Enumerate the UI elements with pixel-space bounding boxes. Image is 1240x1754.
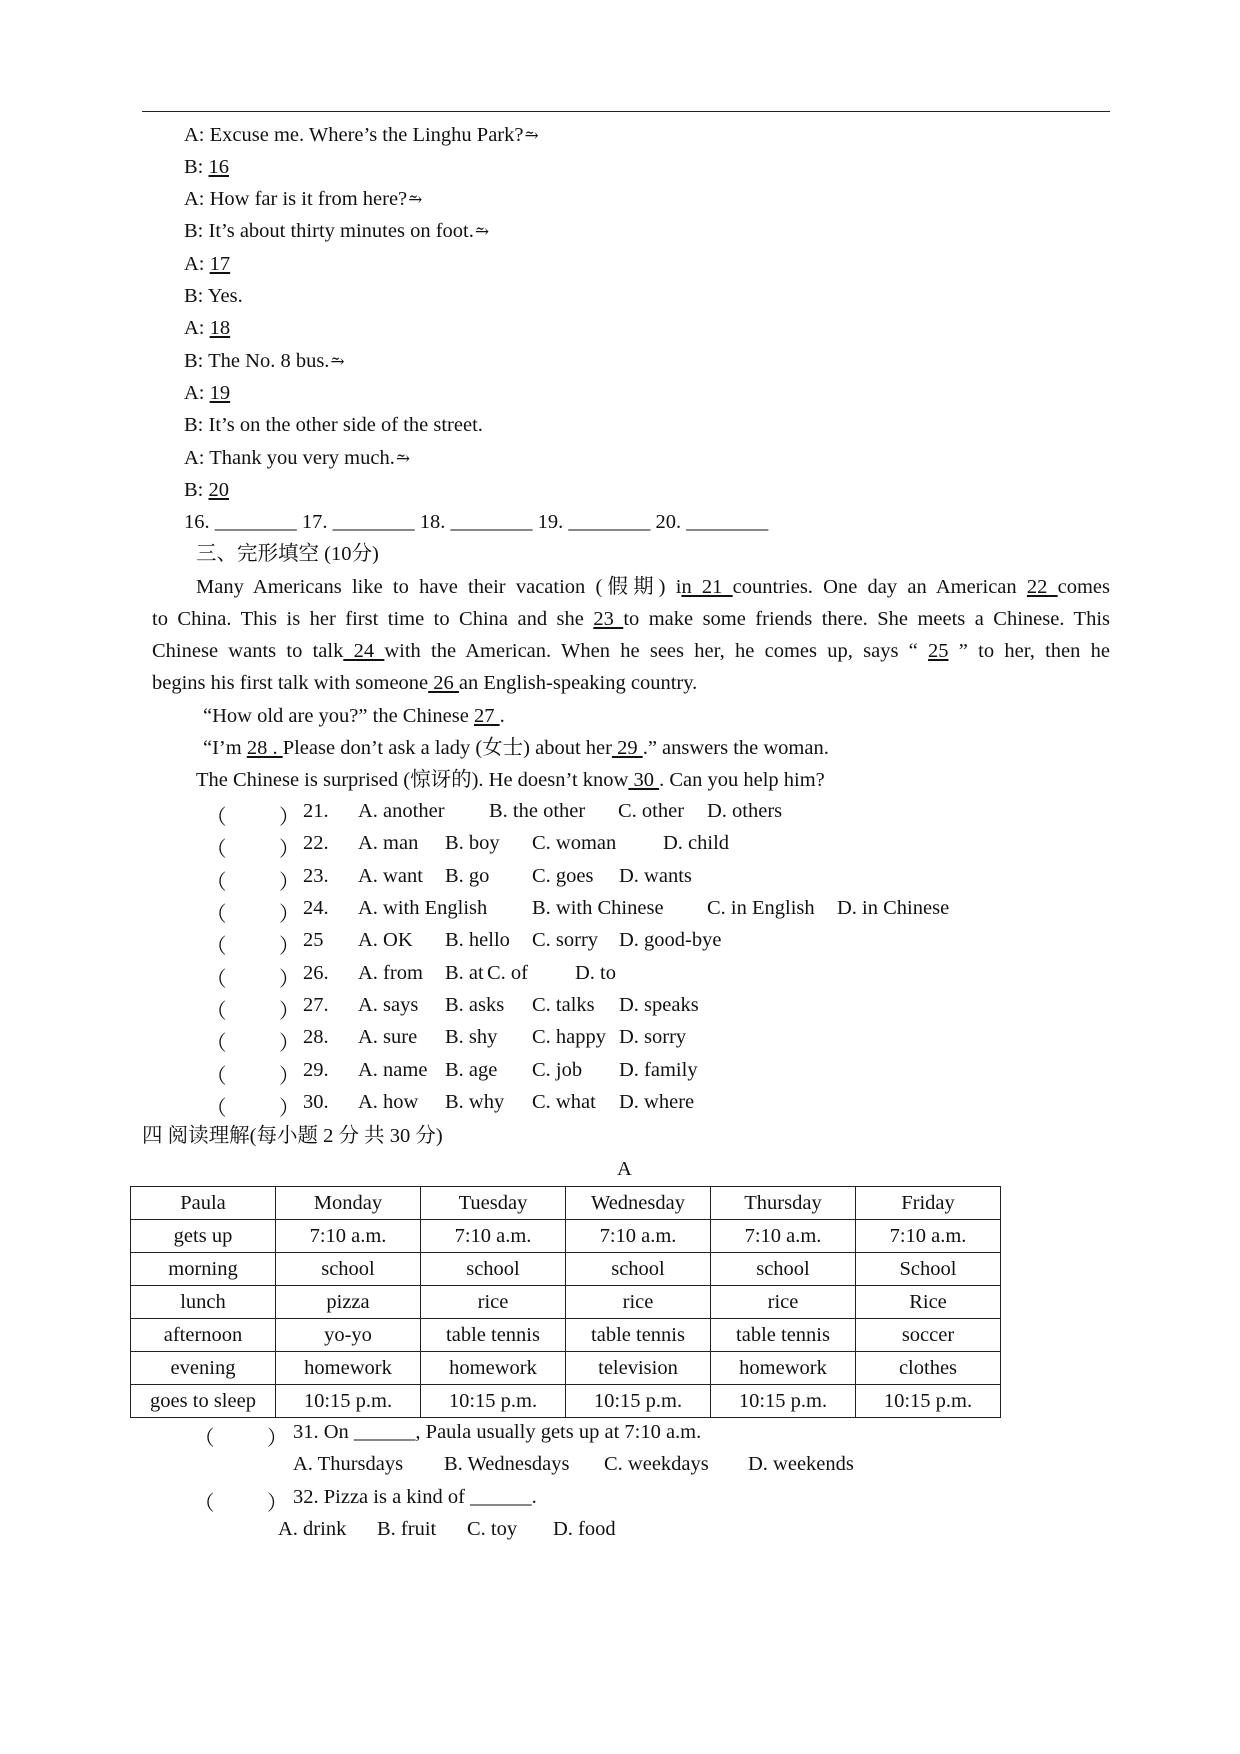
table-row <box>131 1385 1001 1418</box>
answer-paren-close: ） <box>267 1493 288 1515</box>
blank-17: 17 <box>209 253 231 275</box>
question-text: 32. Pizza is a kind of ______. <box>293 1486 537 1508</box>
option-a: A. Thursdays <box>293 1453 404 1475</box>
answer-paren-open: （ <box>206 872 227 894</box>
option-a: A. another <box>358 800 445 822</box>
option-c: C. job <box>532 1059 583 1081</box>
option-c: C. weekdays <box>604 1453 709 1475</box>
table-row <box>131 1187 1001 1220</box>
table-row <box>131 1286 1001 1319</box>
dialogue-line: B: It’s about thirty minutes on foot.⥲ <box>184 220 490 242</box>
option-b: B. fruit <box>377 1518 437 1540</box>
answer-paren-open: （ <box>206 1098 227 1120</box>
table-cell: Rice <box>856 1286 1001 1319</box>
blank-21: n 21 <box>681 576 733 598</box>
table-cell: table tennis <box>711 1319 856 1352</box>
blank-24: 24 <box>343 640 385 662</box>
option-a: A. drink <box>278 1518 347 1540</box>
option-b: B. asks <box>445 994 505 1016</box>
question-number: 28. <box>303 1026 329 1048</box>
option-c: C. happy <box>532 1026 607 1048</box>
table-cell: school <box>276 1253 421 1286</box>
table-cell: 7:10 a.m. <box>276 1220 421 1253</box>
arrow-mark-icon: ⥲ <box>330 352 345 371</box>
table-cell: gets up <box>131 1220 276 1253</box>
table-cell: table tennis <box>566 1319 711 1352</box>
answer-paren-close: ） <box>279 1033 300 1055</box>
blank-27: 27 <box>473 705 500 727</box>
dialogue-line: A: 19 <box>184 382 231 404</box>
answer-paren-open: （ <box>206 807 227 829</box>
blank-29: 29 <box>611 737 643 759</box>
option-b: B. go <box>445 865 490 887</box>
table-cell: rice <box>711 1286 856 1319</box>
table-row <box>131 1352 1001 1385</box>
section-4-title: 四 阅读理解(每小题 2 分 共 30 分) <box>142 1125 443 1147</box>
table-cell: morning <box>131 1253 276 1286</box>
answer-paren-close: ） <box>279 969 300 991</box>
option-b: B. at <box>445 962 484 984</box>
table-cell: yo-yo <box>276 1319 421 1352</box>
table-cell: rice <box>421 1286 566 1319</box>
passage-line: “How old are you?” the Chinese 27 . <box>203 705 505 727</box>
option-d: D. sorry <box>619 1026 687 1048</box>
question-number: 22. <box>303 832 329 854</box>
answer-blanks-line: 16. ________ 17. ________ 18. ________ 19. ________ 20. ________ <box>184 511 769 533</box>
question-text: 31. On ______, Paula usually gets up at 7:10 a.m. <box>293 1421 702 1443</box>
option-d: D. weekends <box>748 1453 854 1475</box>
option-a: A. sure <box>358 1026 418 1048</box>
table-cell: Paula <box>131 1187 276 1220</box>
dialogue-line: B: The No. 8 bus.⥲ <box>184 350 345 372</box>
option-a: A. want <box>358 865 423 887</box>
option-c: C. talks <box>532 994 595 1016</box>
dialogue-line: B: 20 <box>184 479 229 501</box>
table-cell: afternoon <box>131 1319 276 1352</box>
table-cell: 10:15 p.m. <box>856 1385 1001 1418</box>
answer-paren-close: ） <box>267 1428 288 1450</box>
table-cell: soccer <box>856 1319 1001 1352</box>
table-cell: 7:10 a.m. <box>566 1220 711 1253</box>
table-row <box>131 1319 1001 1352</box>
table-cell: homework <box>711 1352 856 1385</box>
option-b: B. boy <box>445 832 500 854</box>
table-row <box>131 1253 1001 1286</box>
dialogue-line: A: 17 <box>184 253 231 275</box>
table-cell: Wednesday <box>566 1187 711 1220</box>
table-cell: 10:15 p.m. <box>276 1385 421 1418</box>
passage-line: “I’m 28 . Please don’t ask a lady (女士) about her 29 .” answers the woman. <box>203 737 829 759</box>
option-d: D. family <box>619 1059 698 1081</box>
blank-28: 28 . <box>246 737 283 759</box>
table-cell: lunch <box>131 1286 276 1319</box>
table-cell: goes to sleep <box>131 1385 276 1418</box>
answer-paren-close: ） <box>279 839 300 861</box>
answer-paren-close: ） <box>279 936 300 958</box>
blank-30: 30 <box>628 769 660 791</box>
option-a: A. name <box>358 1059 428 1081</box>
question-number: 30. <box>303 1091 329 1113</box>
table-cell: evening <box>131 1352 276 1385</box>
option-d: D. others <box>707 800 783 822</box>
answer-paren-open: （ <box>206 904 227 926</box>
dialogue-line: B: Yes. <box>184 285 243 307</box>
blank-20: 20 <box>208 479 229 501</box>
table-cell: Thursday <box>711 1187 856 1220</box>
header-rule <box>142 111 1110 112</box>
question-number: 29. <box>303 1059 329 1081</box>
answer-paren-open: （ <box>206 1001 227 1023</box>
table-cell: School <box>856 1253 1001 1286</box>
question-number: 24. <box>303 897 329 919</box>
option-b: B. age <box>445 1059 498 1081</box>
option-a: A. OK <box>358 929 413 951</box>
answer-paren-close: ） <box>279 807 300 829</box>
arrow-mark-icon: ⥲ <box>408 190 423 209</box>
option-c: C. other <box>618 800 685 822</box>
answer-paren-close: ） <box>279 1001 300 1023</box>
option-a: A. says <box>358 994 419 1016</box>
arrow-mark-icon: ⥲ <box>395 449 411 468</box>
option-c: C. woman <box>532 832 617 854</box>
option-d: D. in Chinese <box>837 897 950 919</box>
option-a: A. from <box>358 962 423 984</box>
option-b: B. the other <box>489 800 586 822</box>
option-c: C. of <box>487 962 528 984</box>
question-number: 26. <box>303 962 329 984</box>
answer-paren-open: （ <box>206 1066 227 1088</box>
option-d: D. child <box>663 832 730 854</box>
answer-paren-close: ） <box>279 872 300 894</box>
dialogue-line: A: 18 <box>184 317 231 339</box>
passage-line: begins his first talk with someone 26 an English-speaking country. <box>152 672 698 694</box>
dialogue-line: A: Thank you very much.⥲ <box>184 447 411 469</box>
option-a: A. man <box>358 832 419 854</box>
question-number: 27. <box>303 994 329 1016</box>
question-number: 21. <box>303 800 329 822</box>
option-b: B. Wednesdays <box>444 1453 570 1475</box>
table-cell: pizza <box>276 1286 421 1319</box>
table-cell: homework <box>421 1352 566 1385</box>
passage-label: A <box>617 1158 632 1180</box>
answer-paren-close: ） <box>279 904 300 926</box>
blank-22: 22 <box>1026 576 1058 598</box>
option-b: B. why <box>445 1091 505 1113</box>
blank-26: 26 <box>428 672 459 694</box>
option-c: C. sorry <box>532 929 599 951</box>
table-cell: school <box>566 1253 711 1286</box>
option-a: A. how <box>358 1091 419 1113</box>
arrow-mark-icon: ⥲ <box>524 126 539 145</box>
passage-line: Many Americans like to have their vacation (假期) in 21 countries. One day an American 22 comes <box>196 576 1110 598</box>
passage-line: to China. This is her first time to China and she 23 to make some friends there. She meets a Chinese. This <box>152 608 1111 630</box>
option-b: B. hello <box>445 929 510 951</box>
table-cell: television <box>566 1352 711 1385</box>
option-d: D. where <box>619 1091 695 1113</box>
dialogue-line: A: Excuse me. Where’s the Linghu Park?⥲ <box>184 124 539 146</box>
blank-18: 18 <box>209 317 231 339</box>
option-d: D. food <box>553 1518 616 1540</box>
table-cell: clothes <box>856 1352 1001 1385</box>
question-number: 25 <box>303 929 324 951</box>
answer-paren-open: （ <box>206 936 227 958</box>
table-cell: table tennis <box>421 1319 566 1352</box>
table-cell: rice <box>566 1286 711 1319</box>
section-3-title: 三、完形填空 (10分) <box>196 543 379 565</box>
passage-line: The Chinese is surprised (惊讶的). He doesn’t know 30 . Can you help him? <box>196 769 825 791</box>
blank-25: 25 <box>928 640 949 662</box>
table-cell: school <box>711 1253 856 1286</box>
table-cell: Friday <box>856 1187 1001 1220</box>
table-cell: 7:10 a.m. <box>856 1220 1001 1253</box>
table-cell: school <box>421 1253 566 1286</box>
option-c: C. goes <box>532 865 594 887</box>
answer-paren-close: ） <box>279 1066 300 1088</box>
answer-paren-open: （ <box>206 1033 227 1055</box>
blank-19: 19 <box>209 382 231 404</box>
table-cell: 10:15 p.m. <box>711 1385 856 1418</box>
option-c: C. in English <box>707 897 815 919</box>
dialogue-line: A: How far is it from here?⥲ <box>184 188 423 210</box>
table-cell: 7:10 a.m. <box>421 1220 566 1253</box>
answer-paren-open: （ <box>194 1493 215 1515</box>
option-b: B. shy <box>445 1026 498 1048</box>
answer-paren-open: （ <box>206 839 227 861</box>
blank-16: 16 <box>208 156 229 178</box>
option-c: C. toy <box>467 1518 518 1540</box>
option-c: C. what <box>532 1091 596 1113</box>
answer-paren-open: （ <box>194 1428 215 1450</box>
answer-paren-close: ） <box>279 1098 300 1120</box>
option-b: B. with Chinese <box>532 897 664 919</box>
table-cell: 10:15 p.m. <box>566 1385 711 1418</box>
table-cell: homework <box>276 1352 421 1385</box>
option-d: D. to <box>575 962 616 984</box>
table-cell: Monday <box>276 1187 421 1220</box>
table-cell: Tuesday <box>421 1187 566 1220</box>
option-d: D. wants <box>619 865 692 887</box>
option-a: A. with English <box>358 897 488 919</box>
arrow-mark-icon: ⥲ <box>474 222 490 241</box>
question-number: 23. <box>303 865 329 887</box>
passage-line: Chinese wants to talk 24 with the American. When he sees her, he comes up, says “ 25 ” to her, then he <box>152 640 1110 662</box>
schedule-table <box>130 1186 1001 1418</box>
option-d: D. good-bye <box>619 929 722 951</box>
dialogue-line: B: It’s on the other side of the street. <box>184 414 483 436</box>
table-cell: 10:15 p.m. <box>421 1385 566 1418</box>
blank-23: 23 <box>593 608 624 630</box>
option-d: D. speaks <box>619 994 699 1016</box>
answer-paren-open: （ <box>206 969 227 991</box>
table-row <box>131 1220 1001 1253</box>
dialogue-line: B: 16 <box>184 156 229 178</box>
table-cell: 7:10 a.m. <box>711 1220 856 1253</box>
